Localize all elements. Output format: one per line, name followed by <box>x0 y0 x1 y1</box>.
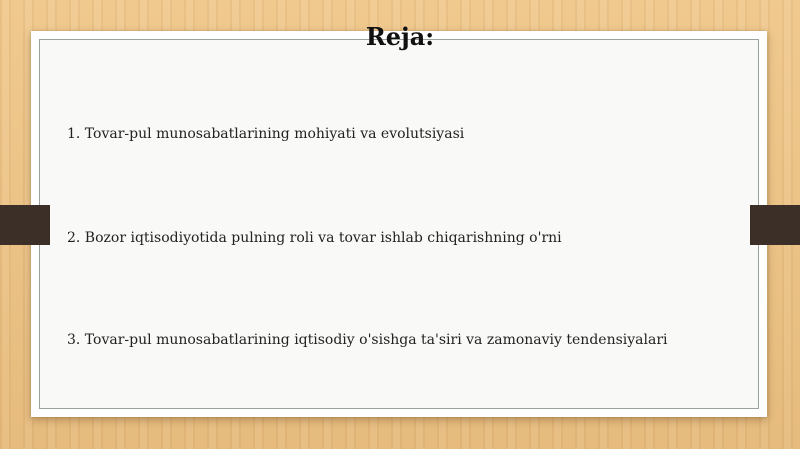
slide-frame <box>39 39 759 409</box>
slide-title: Reja: <box>365 22 435 51</box>
right-binder-clip <box>750 205 800 245</box>
plan-item-2: 2. Bozor iqtisodiyotida pulning roli va tovar ishlab chiqarishning o'rni <box>67 230 562 246</box>
slide-card <box>31 31 767 417</box>
plan-item-1: 1. Tovar-pul munosabatlarining mohiyati va evolutsiyasi <box>67 126 465 142</box>
plan-item-3: 3. Tovar-pul munosabatlarining iqtisodiy o'sishga ta'siri va zamonaviy tendensiyalari <box>67 332 668 348</box>
left-binder-clip <box>0 205 50 245</box>
